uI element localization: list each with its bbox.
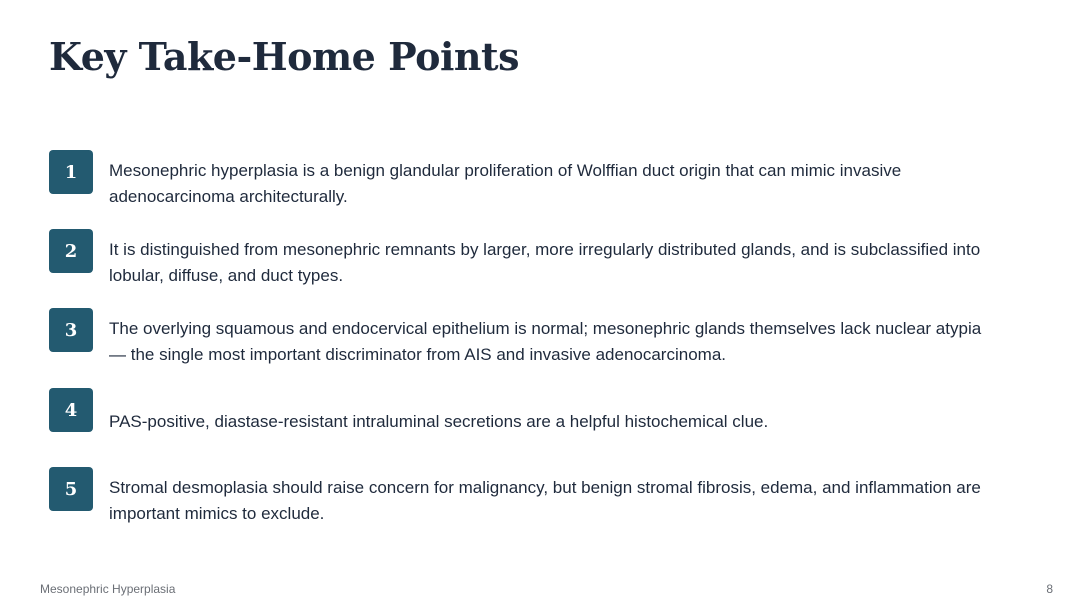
point-number-badge: 4 [49,388,93,432]
page-number: 8 [1046,582,1053,596]
point-item [49,388,1009,448]
point-text: Mesonephric hyperplasia is a benign glandular proliferation of Wolffian duct origin that can mimic invasive adenocarcinoma architecturally. [109,161,902,206]
point-number-badge: 1 [49,150,93,194]
slide-title: Key Take-Home Points [49,34,519,79]
point-number-badge: 3 [49,308,93,352]
point-item [49,308,1009,368]
point-text: Stromal desmoplasia should raise concern for malignancy, but benign stromal fibrosis, edema, and inflammation are important mimics to exclude. [109,478,981,523]
point-text: PAS-positive, diastase-resistant intraluminal secretions are a helpful histochemical clue. [109,412,769,431]
footer-title: Mesonephric Hyperplasia [40,582,176,596]
point-text: The overlying squamous and endocervical epithelium is normal; mesonephric glands themselves lack nuclear atypia — the single most important discriminator from AIS and invasive adenocarcinoma. [109,319,982,364]
point-number-badge: 2 [49,229,93,273]
point-item [49,229,1009,289]
point-item [49,467,1009,527]
point-text: It is distinguished from mesonephric remnants by larger, more irregularly distributed glands, and is subclassified into lobular, diffuse, and duct types. [109,240,981,285]
point-item [49,150,1009,210]
point-number-badge: 5 [49,467,93,511]
